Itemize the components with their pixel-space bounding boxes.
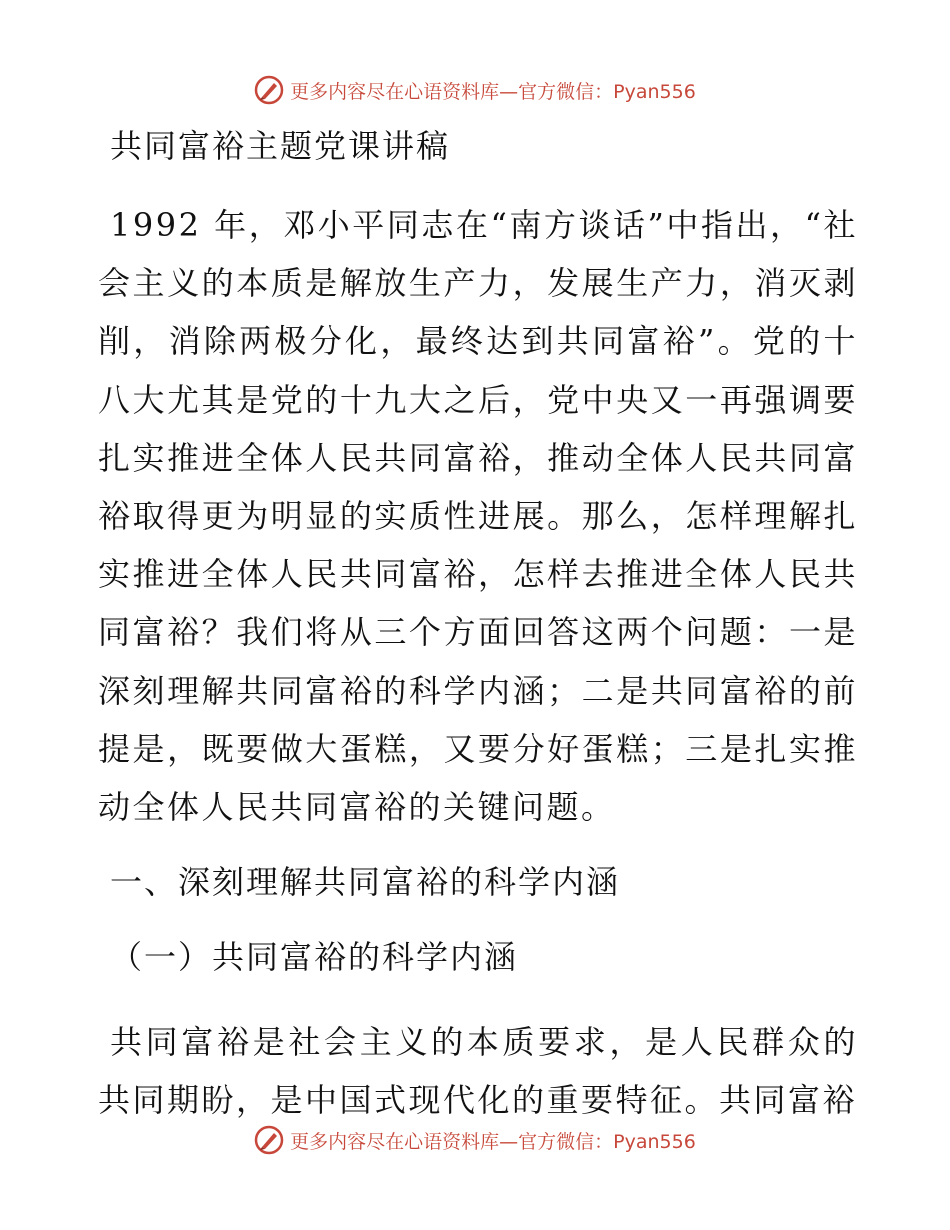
- banner-text: [290, 77, 696, 104]
- footer-banner: [0, 1120, 950, 1160]
- banner-wechat: 官方微信：Pyan556: [518, 80, 696, 103]
- banner-slogan: 更多内容尽在心语资料库: [290, 80, 500, 103]
- subsection-heading-1: （一）共同富裕的科学内涵: [110, 937, 519, 976]
- banner-text: [290, 1127, 696, 1154]
- pen-seal-icon: [254, 75, 284, 105]
- document-title: 共同富裕主题党课讲稿: [110, 127, 451, 165]
- pen-seal-icon: [254, 1125, 284, 1155]
- intro-paragraph: 1992 年，邓小平同志在“南方谈话”中指出，“社会主义的本质是解放生产力，发展生产力，消灭剥削，消除两极分化，最终达到共同富裕”。党的十八大尤其是党的十九大之后，党中央又一再强调要扎实推进全体人民共同富裕，推动全体人民共同富裕取得更为明显的实质性进展。那么，怎样理解扎实推进全体人民共同富裕，怎样去推进全体人民共同富裕？我们将从三个方面回答这两个问题：一是深刻理解共同富裕的科学内涵；二是共同富裕的前提是，既要做大蛋糕，又要分好蛋糕；三是扎实推动全体人民共同富裕的关键问题。: [98, 206, 858, 827]
- document-body: [98, 122, 858, 1129]
- banner-slogan: 更多内容尽在心语资料库: [290, 1130, 500, 1153]
- banner-wechat: 官方微信：Pyan556: [518, 1130, 696, 1153]
- section-heading-1: 一、深刻理解共同富裕的科学内涵: [110, 863, 621, 902]
- body-paragraph-2: 共同富裕是社会主义的本质要求，是人民群众的共同期盼，是中国式现代化的重要特征。共同富裕: [98, 1022, 858, 1119]
- header-banner: [0, 70, 950, 110]
- banner-dash: —: [499, 80, 519, 103]
- banner-dash: —: [499, 1130, 519, 1153]
